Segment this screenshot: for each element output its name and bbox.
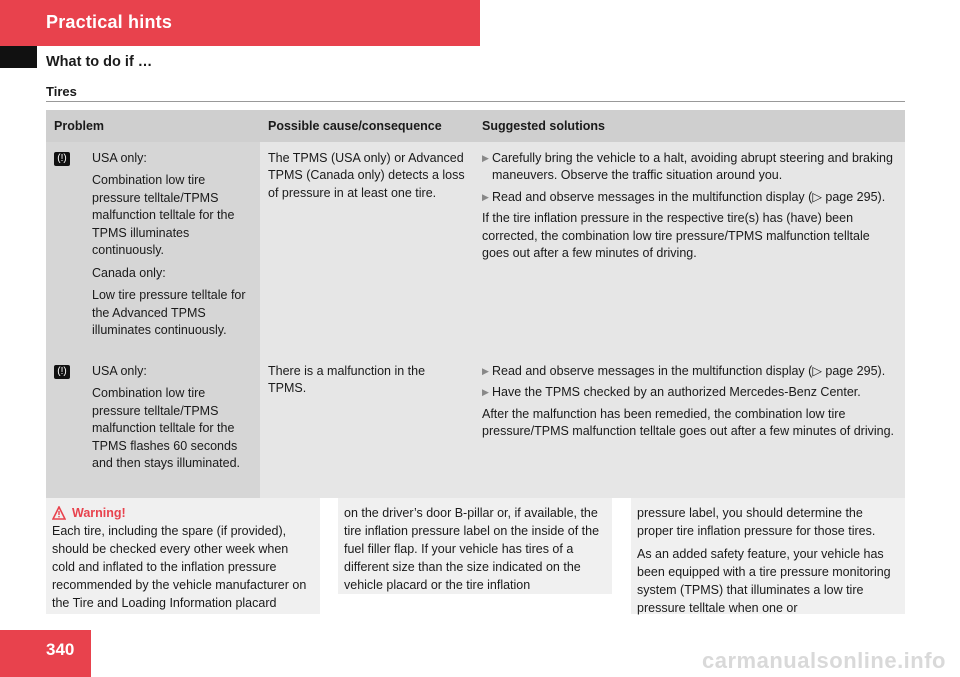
warning-title: Warning!	[72, 506, 126, 520]
problem-text: Combination low tire pressure telltale/TPMS malfunction telltale for the TPMS flashes 60 seconds and then stays illuminated.	[92, 386, 241, 470]
bullet-arrow-icon: ▶	[482, 365, 489, 376]
warning-box-col3	[631, 498, 905, 614]
solution-step: Read and observe messages in the multifunction display (▷ page 295).	[492, 363, 886, 378]
header-cause: Possible cause/consequence	[260, 110, 474, 142]
warning-text: As an added safety feature, your vehicle has been equipped with a tire pressure monitoring system (TPMS) that illuminates a low tire pressure telltale when one or	[637, 547, 891, 615]
bullet-arrow-icon: ▶	[482, 152, 489, 163]
bullet-arrow-icon: ▶	[482, 387, 489, 397]
problem-text: Canada only:	[92, 265, 166, 280]
tire-pressure-warning-icon: (!)	[54, 152, 70, 166]
chapter-title: Practical hints	[46, 12, 173, 32]
warning-triangle-icon	[52, 506, 66, 520]
solution-note: If the tire inflation pressure in the respective tire(s) has (have) been corrected, the combination low tire pressure/TPMS malfunction telltale goes out after a few minutes of driving.	[482, 211, 870, 260]
cause-cell: There is a malfunction in the TPMS.	[260, 355, 474, 498]
table-row	[46, 355, 905, 498]
header-problem: Problem	[46, 110, 260, 142]
tire-pressure-warning-icon: (!)	[54, 365, 70, 379]
section-divider	[46, 101, 905, 102]
tires-table	[46, 110, 905, 498]
solution-step: Have the TPMS checked by an authorized Mercedes-Benz Center.	[492, 385, 861, 399]
solutions-cell	[474, 355, 905, 498]
problem-cell	[46, 355, 260, 498]
problem-text: Low tire pressure telltale for the Advanced TPMS illuminates continuously.	[92, 288, 246, 337]
solution-step: Read and observe messages in the multifunction display (▷ page 295).	[492, 189, 886, 204]
solution-note: After the malfunction has been remedied, the combination low tire pressure/TPMS malfunction telltale goes out after a few minutes of driving.	[482, 406, 894, 438]
header-solutions: Suggested solutions	[474, 110, 905, 142]
solutions-cell	[474, 142, 905, 355]
problem-text: Combination low tire pressure telltale/TPMS malfunction telltale for the TPMS illuminates continuously.	[92, 173, 235, 257]
warning-box-col2	[338, 498, 612, 594]
problem-cell	[46, 142, 260, 355]
cause-cell: The TPMS (USA only) or Advanced TPMS (Canada only) detects a loss of pressure in at least one tire.	[260, 142, 474, 355]
warning-text: pressure label, you should determine the proper tire inflation pressure for those tires.	[637, 506, 876, 538]
bullet-arrow-icon: ▶	[482, 191, 489, 202]
warning-text: Each tire, including the spare (if provided), should be checked every other week when cold and inflated to the inflation pressure recommended by the vehicle manufacturer on the Tire and Loading Information placard	[52, 524, 307, 610]
section-heading: Tires	[46, 84, 77, 99]
problem-text: USA only:	[92, 363, 147, 378]
problem-text: USA only:	[92, 150, 147, 165]
header-marker	[0, 46, 37, 68]
page-number: 340	[46, 640, 75, 659]
warning-box-col1	[46, 498, 320, 614]
watermark: carmanualsonline.info	[702, 648, 946, 673]
solution-step: Carefully bring the vehicle to a halt, avoiding abrupt steering and braking maneuvers. Observe the traffic situation around you.	[492, 150, 893, 182]
table-row	[46, 142, 905, 355]
page-subtitle: What to do if …	[46, 54, 153, 70]
warning-text: on the driver’s door B-pillar or, if available, the tire inflation pressure label on the inside of the fuel filler flap. If your vehicle has tires of a different size than the size indicated on the vehicle placard or the tire inflation	[344, 506, 600, 592]
